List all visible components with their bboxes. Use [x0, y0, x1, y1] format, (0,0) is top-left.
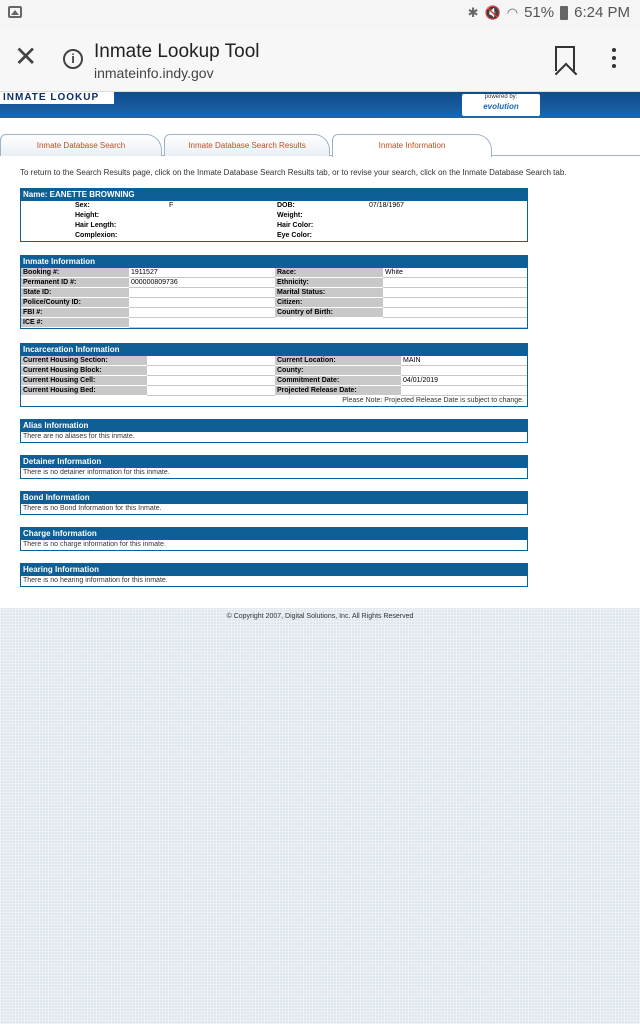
field-value — [383, 308, 527, 318]
alias-header: Alias Information — [21, 420, 527, 432]
field-value — [167, 221, 275, 231]
incarceration-header: Incarceration Information — [21, 344, 527, 356]
charge-section — [20, 527, 528, 551]
detainer-message: There is no detainer information for this inmate. — [23, 469, 170, 476]
field-label: Commitment Date: — [275, 376, 401, 386]
field-label: Height: — [75, 212, 100, 219]
field-value — [383, 288, 527, 298]
brand-name: evolution — [483, 102, 519, 111]
field-label: Citizen: — [275, 298, 383, 308]
field-value: 1911527 — [129, 268, 275, 278]
field-label: Current Housing Cell: — [21, 376, 147, 386]
field-label: Country of Birth: — [275, 308, 383, 318]
charge-header: Charge Information — [21, 528, 527, 540]
field-label: DOB: — [277, 202, 295, 209]
gallery-notification-icon — [8, 6, 22, 18]
inmate-information-header: Inmate Information — [21, 256, 527, 268]
field-value: White — [383, 268, 527, 278]
field-label: Booking #: — [21, 268, 129, 278]
wifi-icon: ◠ — [506, 4, 519, 20]
tab-inmate-database-search[interactable]: Inmate Database Search — [0, 134, 162, 156]
field-value — [367, 221, 527, 231]
field-value: 07/18/1967 — [369, 202, 405, 209]
field-label: Current Housing Section: — [21, 356, 147, 366]
close-icon[interactable]: ✕ — [14, 41, 38, 72]
field-label: Weight: — [277, 212, 303, 219]
name-header: Name: EANETTE BROWNING — [21, 189, 527, 201]
clock: 6:24 PM — [574, 4, 630, 21]
hearing-header: Hearing Information — [21, 564, 527, 576]
powered-by-label: powered by: — [484, 94, 518, 100]
field-label: Ethnicity: — [275, 278, 383, 288]
tab-search-results[interactable]: Inmate Database Search Results — [164, 134, 330, 156]
bond-message: There is no Bond Information for this Inmate. — [23, 505, 162, 512]
field-label: Hair Color: — [277, 222, 314, 229]
alias-section — [20, 419, 528, 443]
name-details — [21, 201, 527, 241]
site-banner — [0, 92, 640, 118]
page-title: Inmate Lookup Tool — [94, 41, 260, 62]
field-value: 04/01/2019 — [401, 376, 527, 386]
field-value — [167, 211, 275, 221]
hearing-section — [20, 563, 528, 587]
field-value — [167, 231, 275, 241]
intro-text: To return to the Search Results page, click on the Inmate Database Search Results tab, or to revise your search, click on the Inmate Database Search tab. — [20, 168, 567, 177]
field-value: MAIN — [401, 356, 527, 366]
field-value — [383, 298, 527, 308]
inmate-information-section — [20, 255, 528, 329]
field-label: Current Location: — [275, 356, 401, 366]
mute-icon: 🔇 — [484, 4, 501, 20]
browser-toolbar — [0, 28, 640, 92]
bond-header: Bond Information — [21, 492, 527, 504]
field-value — [147, 376, 275, 386]
charge-message: There is no charge information for this inmate. — [23, 541, 166, 548]
inmate-information-table — [21, 268, 527, 328]
field-label: County: — [275, 366, 401, 376]
tab-bar — [0, 134, 640, 156]
field-label: FBI #: — [21, 308, 129, 318]
detainer-header: Detainer Information — [21, 456, 527, 468]
field-value — [367, 231, 527, 241]
bluetooth-icon: ✱ — [467, 4, 479, 20]
field-label: Projected Release Date: — [275, 386, 401, 396]
powered-by-logo — [462, 94, 540, 116]
field-label: ICE #: — [21, 318, 129, 328]
field-label: State ID: — [21, 288, 129, 298]
hearing-message: There is no hearing information for this inmate. — [23, 577, 168, 584]
field-label: Marital Status: — [275, 288, 383, 298]
detainer-section — [20, 455, 528, 479]
incarceration-table — [21, 356, 527, 396]
web-page — [0, 92, 640, 608]
field-value — [401, 386, 527, 396]
site-logo: INMATE LOOKUP — [0, 92, 114, 104]
bond-section — [20, 491, 528, 515]
field-value — [383, 278, 527, 288]
field-value: 000000809736 — [129, 278, 275, 288]
battery-icon — [560, 6, 568, 20]
field-value — [383, 318, 527, 328]
alias-message: There are no aliases for this inmate. — [23, 433, 135, 440]
field-label: Eye Color: — [277, 232, 313, 239]
status-bar — [0, 0, 640, 28]
field-label: Current Housing Block: — [21, 366, 147, 376]
site-info-icon[interactable]: i — [63, 49, 83, 69]
bookmark-icon[interactable] — [555, 46, 575, 71]
incarceration-section — [20, 343, 528, 407]
page-url[interactable]: inmateinfo.indy.gov — [94, 65, 214, 81]
field-value — [129, 308, 275, 318]
field-label: Current Housing Bed: — [21, 386, 147, 396]
field-label: Police/County ID: — [21, 298, 129, 308]
field-value — [401, 366, 527, 376]
field-value: F — [169, 202, 174, 209]
field-label: Sex: — [75, 202, 90, 209]
field-value — [147, 386, 275, 396]
battery-percent: 51% — [524, 4, 555, 21]
release-date-note: Please Note: Projected Release Date is subject to change. — [342, 397, 524, 404]
name-section — [20, 188, 528, 242]
field-value — [367, 211, 527, 221]
field-value — [147, 356, 275, 366]
field-label: Permanent ID #: — [21, 278, 129, 288]
field-value — [147, 366, 275, 376]
field-label: Complexion: — [75, 232, 118, 239]
copyright-notice: © Copyright 2007, Digital Solutions, Inc. All Rights Reserved — [226, 613, 414, 620]
tab-inmate-information[interactable]: Inmate Information — [332, 134, 492, 157]
field-value — [129, 288, 275, 298]
field-label: Race: — [275, 268, 383, 278]
field-value — [129, 298, 275, 308]
field-label: Hair Length: — [75, 222, 117, 229]
overflow-menu-icon[interactable] — [612, 48, 616, 72]
field-value — [129, 318, 275, 328]
field-label — [275, 318, 383, 328]
